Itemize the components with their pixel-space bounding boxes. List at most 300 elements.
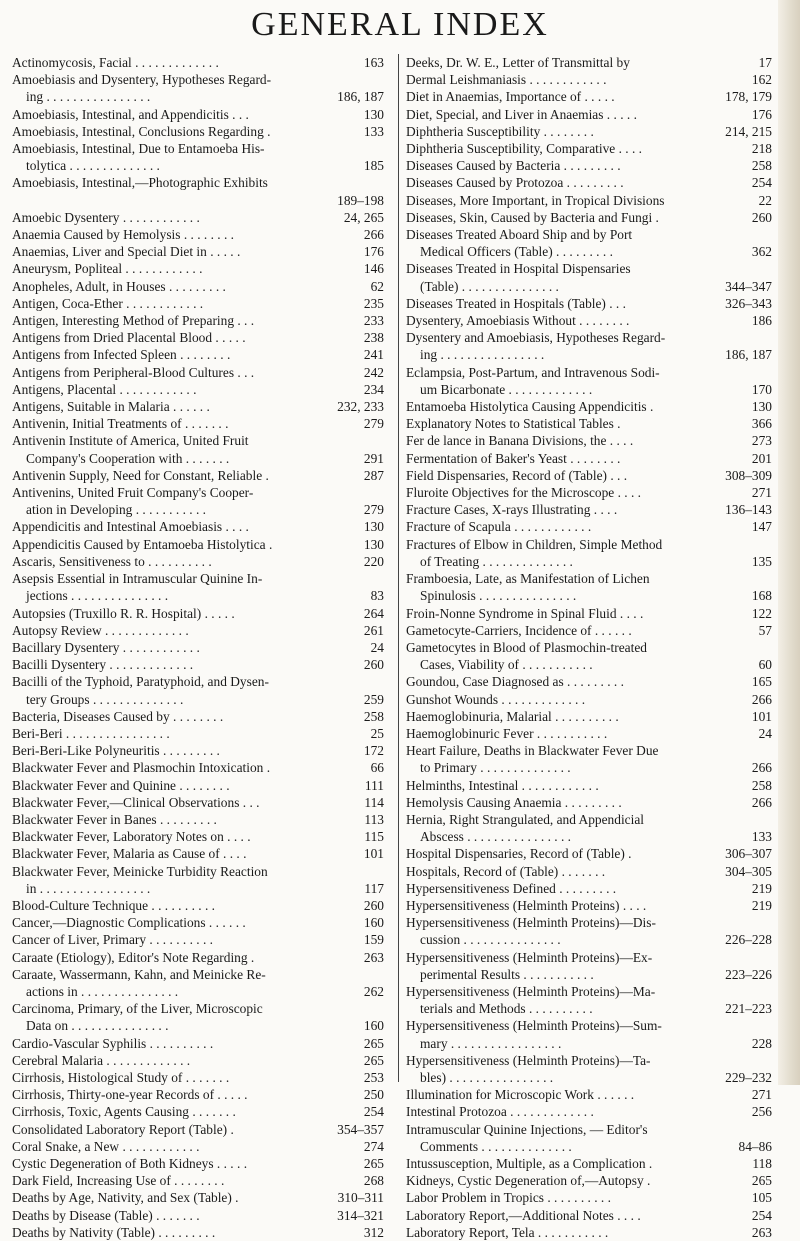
- index-entry: [406, 1069, 772, 1086]
- index-entry: [12, 260, 384, 277]
- entry-text: Hypersensitiveness (Helminth Proteins)—Ta-: [406, 1052, 651, 1068]
- page-number: 83: [367, 587, 384, 604]
- entry-text: Anaemias, Liver and Special Diet in . . . . .: [12, 244, 241, 260]
- entry-text: Gunshot Wounds . . . . . . . . . . . . .: [406, 691, 586, 707]
- entry-text: Fracture Cases, X-rays Illustrating . . . .: [406, 502, 618, 518]
- page-number: 304–305: [721, 863, 772, 880]
- index-entry: [12, 157, 384, 174]
- page-number: 265: [360, 1155, 384, 1172]
- entry-text: in . . . . . . . . . . . . . . . . .: [26, 880, 151, 896]
- page-number: 362: [748, 243, 772, 260]
- page-number: 264: [360, 605, 384, 622]
- entry-text: Hernia, Right Strangulated, and Appendicial: [406, 811, 644, 827]
- entry-text: Hypersensitiveness (Helminth Proteins)—Ex-: [406, 949, 653, 965]
- index-entry: [12, 949, 384, 966]
- page-number: 214, 215: [721, 123, 772, 140]
- entry-text: Diet, Special, and Liver in Anaemias . . . . .: [406, 106, 637, 122]
- index-entry: [12, 123, 384, 140]
- index-entry: [406, 553, 772, 570]
- index-entry: [12, 381, 384, 398]
- entry-text: Dysentery and Amoebiasis, Hypotheses Regard-: [406, 330, 666, 346]
- index-entry: [406, 708, 772, 725]
- page-number: 260: [360, 656, 384, 673]
- index-entry: [12, 1086, 384, 1103]
- index-entry: [12, 553, 384, 570]
- index-entry: [406, 381, 772, 398]
- entry-text: Dermal Leishmaniasis . . . . . . . . . . . .: [406, 72, 607, 88]
- page-number: 113: [360, 811, 384, 828]
- index-entry: [406, 691, 772, 708]
- entry-text: Amoebiasis and Dysentery, Hypotheses Regard-: [12, 72, 272, 88]
- page-number: 266: [748, 691, 772, 708]
- page-number: 160: [360, 914, 384, 931]
- index-entry: [12, 570, 384, 587]
- entry-text: Deaths by Disease (Table) . . . . . . .: [12, 1207, 200, 1223]
- entry-text: Caraate, Wassermann, Kahn, and Meinicke Re-: [12, 966, 266, 982]
- page-number: 22: [755, 192, 772, 209]
- index-entry: [406, 484, 772, 501]
- index-entry: [12, 673, 384, 690]
- index-entry: [406, 1000, 772, 1017]
- index-entry: [406, 209, 772, 226]
- index-entry: [12, 656, 384, 673]
- index-entry: [406, 759, 772, 776]
- entry-text: tolytica . . . . . . . . . . . . . .: [26, 158, 160, 174]
- entry-text: Froin-Nonne Syndrome in Spinal Fluid . . . .: [406, 605, 644, 621]
- entry-text: Aneurysm, Popliteal . . . . . . . . . . . .: [12, 261, 203, 277]
- page-number: 17: [755, 54, 772, 71]
- index-entry: [406, 432, 772, 449]
- page-number: 160: [360, 1017, 384, 1034]
- index-entry: [406, 1207, 772, 1224]
- entry-text: Caraate (Etiology), Editor's Note Regarding .: [12, 949, 255, 965]
- page-number: 314–321: [333, 1207, 384, 1224]
- page-number: 312: [360, 1224, 384, 1241]
- index-entry: [406, 605, 772, 622]
- page-number: 57: [755, 622, 772, 639]
- index-entry: [12, 1224, 384, 1241]
- entry-text: Blackwater Fever and Plasmochin Intoxication .: [12, 760, 271, 776]
- index-entry: [406, 467, 772, 484]
- page-number: 219: [748, 897, 772, 914]
- index-entry: [406, 398, 772, 415]
- page-number: 186, 187: [333, 88, 384, 105]
- index-entry: [12, 742, 384, 759]
- entry-text: Dysentery, Amoebiasis Without . . . . . . . .: [406, 313, 630, 329]
- index-entry: [406, 88, 772, 105]
- index-entry: [12, 450, 384, 467]
- entry-text: Deaths by Nativity (Table) . . . . . . . . .: [12, 1224, 216, 1240]
- entry-text: Fracture of Scapula . . . . . . . . . . . .: [406, 519, 592, 535]
- entry-text: Gametocytes in Blood of Plasmochin-treated: [406, 639, 647, 655]
- entry-text: Amoebiasis, Intestinal, and Appendicitis . . .: [12, 106, 249, 122]
- page-number: 254: [748, 174, 772, 191]
- entry-text: cussion . . . . . . . . . . . . . . .: [420, 932, 561, 948]
- entry-text: Haemoglobinuric Fever . . . . . . . . . . .: [406, 725, 608, 741]
- page-number: 170: [748, 381, 772, 398]
- index-entry: [406, 346, 772, 363]
- page-heading: GENERAL INDEX: [251, 6, 549, 43]
- index-entry: [406, 123, 772, 140]
- entry-text: Fractures of Elbow in Children, Simple Method: [406, 536, 663, 552]
- page-number: 229–232: [721, 1069, 772, 1086]
- entry-text: Diseases Caused by Bacteria . . . . . . . . .: [406, 158, 621, 174]
- page-number: 115: [360, 828, 384, 845]
- index-entry: [12, 295, 384, 312]
- index-column-left: [12, 54, 384, 1241]
- index-entry: [406, 1086, 772, 1103]
- entry-text: Carcinoma, Primary, of the Liver, Microscopic: [12, 1001, 263, 1017]
- page-number: 344–347: [721, 278, 772, 295]
- page-number: 147: [748, 518, 772, 535]
- entry-text: Diseases Treated in Hospitals (Table) . . .: [406, 295, 626, 311]
- index-entry: [12, 140, 384, 157]
- page-number: 265: [360, 1052, 384, 1069]
- entry-text: Antigens from Dried Placental Blood . . . . .: [12, 330, 246, 346]
- entry-text: Amoebiasis, Intestinal, Due to Entamoeba His-: [12, 141, 265, 157]
- entry-text: Spinulosis . . . . . . . . . . . . . . .: [420, 588, 577, 604]
- index-entry: [12, 329, 384, 346]
- index-entry: [406, 295, 772, 312]
- page-number: 186, 187: [721, 346, 772, 363]
- index-entry: [12, 364, 384, 381]
- entry-text: Illumination for Microscopic Work . . . . . .: [406, 1087, 635, 1103]
- entry-text: Hospital Dispensaries, Record of (Table) .: [406, 846, 632, 862]
- page-number: 263: [360, 949, 384, 966]
- page-number: 172: [360, 742, 384, 759]
- page-number: 253: [360, 1069, 384, 1086]
- page-number: 24, 265: [340, 209, 384, 226]
- page-number: 66: [367, 759, 384, 776]
- entry-text: Gametocyte-Carriers, Incidence of . . . . . .: [406, 622, 632, 638]
- index-entry: [406, 1172, 772, 1189]
- page-number: 266: [360, 226, 384, 243]
- index-entry: [12, 415, 384, 432]
- entry-text: Labor Problem in Tropics . . . . . . . . . .: [406, 1190, 611, 1206]
- index-entry: [12, 639, 384, 656]
- entry-text: Cirrhosis, Histological Study of . . . . . . .: [12, 1069, 230, 1085]
- index-entry: [12, 880, 384, 897]
- page-number: 130: [360, 106, 384, 123]
- entry-text: Blackwater Fever, Laboratory Notes on . . . .: [12, 829, 251, 845]
- page-number: 130: [748, 398, 772, 415]
- entry-text: Blackwater Fever,—Clinical Observations . . .: [12, 794, 260, 810]
- index-entry: [12, 794, 384, 811]
- index-entry: [12, 346, 384, 363]
- index-entry: [406, 243, 772, 260]
- page-number: 186: [748, 312, 772, 329]
- index-entry: [12, 1017, 384, 1034]
- entry-text: Beri-Beri . . . . . . . . . . . . . . . .: [12, 725, 170, 741]
- page-number: 306–307: [721, 845, 772, 862]
- entry-text: Consolidated Laboratory Report (Table) .: [12, 1121, 234, 1137]
- entry-text: Field Dispensaries, Record of (Table) . . .: [406, 467, 628, 483]
- index-entry: [12, 1103, 384, 1120]
- entry-text: Hypersensitiveness (Helminth Proteins)—Sum-: [406, 1018, 662, 1034]
- entry-text: Autopsies (Truxillo R. R. Hospital) . . . . .: [12, 605, 235, 621]
- page-number: 242: [360, 364, 384, 381]
- page-number: 233: [360, 312, 384, 329]
- entry-text: terials and Methods . . . . . . . . . .: [420, 1001, 593, 1017]
- index-entry: [406, 278, 772, 295]
- index-entry: [406, 794, 772, 811]
- entry-text: mary . . . . . . . . . . . . . . . . .: [420, 1035, 562, 1051]
- entry-text: Cancer of Liver, Primary . . . . . . . . . .: [12, 932, 214, 948]
- index-entry: [12, 71, 384, 88]
- index-entry: [12, 1121, 384, 1138]
- entry-text: Beri-Beri-Like Polyneuritis . . . . . . . . .: [12, 743, 220, 759]
- page-number: 266: [748, 794, 772, 811]
- index-entry: [12, 467, 384, 484]
- page-number: 310–311: [334, 1189, 384, 1206]
- entry-text: Laboratory Report, Tela . . . . . . . . . . .: [406, 1224, 609, 1240]
- index-entry: [12, 226, 384, 243]
- entry-text: Actinomycosis, Facial . . . . . . . . . . . . .: [12, 55, 219, 70]
- index-entry: [12, 174, 384, 191]
- entry-text: Diseases Caused by Protozoa . . . . . . . . .: [406, 175, 624, 191]
- page-number: 262: [360, 983, 384, 1000]
- index-entry: [406, 587, 772, 604]
- entry-text: Antivenin Supply, Need for Constant, Reliable .: [12, 467, 269, 483]
- entry-text: Appendicitis Caused by Entamoeba Histolytica .: [12, 536, 273, 552]
- page-number: 60: [755, 656, 772, 673]
- index-entry: [406, 71, 772, 88]
- entry-text: Entamoeba Histolytica Causing Appendicitis .: [406, 399, 654, 415]
- index-entry: [406, 880, 772, 897]
- index-entry: [12, 1189, 384, 1206]
- page-number: 162: [748, 71, 772, 88]
- entry-text: Hospitals, Record of (Table) . . . . . . .: [406, 863, 606, 879]
- index-entry: [12, 1207, 384, 1224]
- page-number: 130: [360, 518, 384, 535]
- index-entry: [12, 708, 384, 725]
- index-entry: [12, 828, 384, 845]
- page-number: 220: [360, 553, 384, 570]
- index-entry: [406, 1052, 772, 1069]
- index-entry: [406, 501, 772, 518]
- entry-text: Intramuscular Quinine Injections, — Editor's: [406, 1121, 648, 1137]
- page-number: 260: [360, 897, 384, 914]
- index-entry: [406, 966, 772, 983]
- entry-text: Blackwater Fever, Malaria as Cause of . . . .: [12, 846, 247, 862]
- page-number: 263: [748, 1224, 772, 1241]
- entry-text: Company's Cooperation with . . . . . . .: [26, 450, 230, 466]
- index-entry: [12, 518, 384, 535]
- page-number: 291: [360, 450, 384, 467]
- index-entry: [12, 432, 384, 449]
- entry-text: ing . . . . . . . . . . . . . . . .: [26, 89, 151, 105]
- entry-text: Diphtheria Susceptibility, Comparative . . . .: [406, 141, 643, 157]
- page-number: 101: [748, 708, 772, 725]
- entry-text: Blackwater Fever and Quinine . . . . . . . .: [12, 777, 230, 793]
- index-entry: [12, 587, 384, 604]
- page-number: 234: [360, 381, 384, 398]
- page-number: 279: [360, 415, 384, 432]
- entry-text: ing . . . . . . . . . . . . . . . .: [420, 347, 545, 363]
- page-number: 250: [360, 1086, 384, 1103]
- entry-text: Amoebiasis, Intestinal,—Photographic Exhibits: [12, 175, 268, 191]
- entry-text: Antivenin Institute of America, United Fruit: [12, 433, 249, 449]
- index-entry: [12, 536, 384, 553]
- page-number: 326–343: [721, 295, 772, 312]
- index-entry: [406, 811, 772, 828]
- index-entry: [406, 226, 772, 243]
- page-number: 24: [367, 639, 384, 656]
- index-entry: [406, 312, 772, 329]
- page-number: 84–86: [735, 1138, 772, 1155]
- entry-text: Antigens, Placental . . . . . . . . . . . .: [12, 381, 197, 397]
- index-entry: [406, 192, 772, 209]
- entry-text: to Primary . . . . . . . . . . . . . .: [420, 760, 571, 776]
- index-entry: [12, 278, 384, 295]
- page-number: 130: [360, 536, 384, 553]
- page-number: 235: [360, 295, 384, 312]
- index-entry: [406, 622, 772, 639]
- entry-text: ation in Developing . . . . . . . . . . .: [26, 502, 207, 518]
- page-number: 260: [748, 209, 772, 226]
- page-number: 133: [360, 123, 384, 140]
- page-number: 354–357: [333, 1121, 384, 1138]
- entry-text: Bacilli Dysentery . . . . . . . . . . . . .: [12, 657, 194, 673]
- page-number: 254: [360, 1103, 384, 1120]
- page-number: 185: [360, 157, 384, 174]
- page-number: 176: [748, 106, 772, 123]
- entry-text: Comments . . . . . . . . . . . . . .: [420, 1138, 572, 1154]
- entry-text: Coral Snake, a New . . . . . . . . . . . .: [12, 1138, 200, 1154]
- page-number: 308–309: [721, 467, 772, 484]
- index-entry: [12, 1172, 384, 1189]
- page-number: 62: [367, 278, 384, 295]
- page-number: 271: [748, 484, 772, 501]
- entry-text: Framboesia, Late, as Manifestation of Lichen: [406, 571, 650, 587]
- entry-text: Laboratory Report,—Additional Notes . . . .: [406, 1207, 641, 1223]
- index-entry: [406, 157, 772, 174]
- page-number: 118: [748, 1155, 772, 1172]
- index-entry: [12, 484, 384, 501]
- entry-text: Cirrhosis, Thirty-one-year Records of . . . . .: [12, 1087, 248, 1103]
- index-entry: [406, 1155, 772, 1172]
- entry-text: Anopheles, Adult, in Houses . . . . . . . . .: [12, 278, 226, 294]
- entry-text: Antigens from Infected Spleen . . . . . . . .: [12, 347, 231, 363]
- index-entry: [406, 570, 772, 587]
- entry-text: Cardio-Vascular Syphilis . . . . . . . . . .: [12, 1035, 214, 1051]
- entry-text: Blackwater Fever in Banes . . . . . . . . .: [12, 811, 217, 827]
- page-number: 258: [748, 157, 772, 174]
- page-number: 238: [360, 329, 384, 346]
- page-number: 178, 179: [721, 88, 772, 105]
- index-entry: [12, 312, 384, 329]
- entry-text: Hypersensitiveness (Helminth Proteins)—Ma-: [406, 983, 656, 999]
- page-number: 271: [748, 1086, 772, 1103]
- entry-text: Antigens from Peripheral-Blood Cultures . . .: [12, 364, 255, 380]
- entry-text: Bacilli of the Typhoid, Paratyphoid, and Dysen-: [12, 674, 269, 690]
- index-entry: [406, 656, 772, 673]
- page-number: 117: [360, 880, 384, 897]
- index-entry: [406, 106, 772, 123]
- entry-text: Antigen, Interesting Method of Preparing . . .: [12, 313, 255, 329]
- entry-text: Asepsis Essential in Intramuscular Quinine In-: [12, 571, 263, 587]
- page-number: 25: [367, 725, 384, 742]
- entry-text: Eclampsia, Post-Partum, and Intravenous Sodi-: [406, 364, 660, 380]
- index-entry: [406, 1103, 772, 1120]
- index-entry: [406, 828, 772, 845]
- entry-text: Helminths, Intestinal . . . . . . . . . . . .: [406, 777, 599, 793]
- page-number: 168: [748, 587, 772, 604]
- index-entry: [12, 605, 384, 622]
- page-number: 219: [748, 880, 772, 897]
- index-entry: [406, 1035, 772, 1052]
- index-entry: [12, 1069, 384, 1086]
- index-entry: [12, 88, 384, 105]
- index-entry: [12, 54, 384, 71]
- entry-text: Explanatory Notes to Statistical Tables .: [406, 416, 621, 432]
- entry-text: Fluroite Objectives for the Microscope . . . .: [406, 485, 642, 501]
- index-entry: [406, 518, 772, 535]
- entry-text: Blood-Culture Technique . . . . . . . . . .: [12, 897, 215, 913]
- index-entry: [12, 1138, 384, 1155]
- page-number: 265: [748, 1172, 772, 1189]
- index-entry: [12, 1035, 384, 1052]
- page-number: 232, 233: [333, 398, 384, 415]
- entry-text: Hemolysis Causing Anaemia . . . . . . . . .: [406, 794, 622, 810]
- index-entry: [406, 845, 772, 862]
- page-number: 223–226: [721, 966, 772, 983]
- index-entry: [12, 759, 384, 776]
- entry-text: Cirrhosis, Toxic, Agents Causing . . . . . . .: [12, 1104, 236, 1120]
- entry-text: um Bicarbonate . . . . . . . . . . . . .: [420, 381, 593, 397]
- entry-text: Blackwater Fever, Meinicke Turbidity Reaction: [12, 863, 268, 879]
- entry-text: Cerebral Malaria . . . . . . . . . . . . .: [12, 1052, 191, 1068]
- index-entry: [12, 398, 384, 415]
- entry-text: bles) . . . . . . . . . . . . . . . .: [420, 1069, 554, 1085]
- entry-text: Intussusception, Multiple, as a Complication .: [406, 1156, 653, 1171]
- page-number: 176: [360, 243, 384, 260]
- index-entry: [406, 174, 772, 191]
- page-number: 258: [360, 708, 384, 725]
- page-number: 274: [360, 1138, 384, 1155]
- index-entry: [12, 192, 384, 209]
- index-entry: [406, 536, 772, 553]
- page-number: 279: [360, 501, 384, 518]
- page-number: 218: [748, 140, 772, 157]
- entry-text: Hypersensitiveness (Helminth Proteins) . . . .: [406, 897, 647, 913]
- page-number: 114: [360, 794, 384, 811]
- entry-text: Cases, Viability of . . . . . . . . . . .: [420, 657, 593, 673]
- index-entry: [406, 725, 772, 742]
- index-entry: [406, 931, 772, 948]
- page-number: 254: [748, 1207, 772, 1224]
- entry-text: Diseases Treated in Hospital Dispensaries: [406, 261, 631, 277]
- entry-text: Antigens, Suitable in Malaria . . . . . .: [12, 399, 210, 415]
- entry-text: Diseases, Skin, Caused by Bacteria and Fungi .: [406, 209, 659, 225]
- entry-text: Ascaris, Sensitiveness to . . . . . . . . . .: [12, 553, 212, 569]
- index-entry: [12, 1000, 384, 1017]
- entry-text: Cancer,—Diagnostic Complications . . . . . .: [12, 915, 246, 931]
- page-number: 165: [748, 673, 772, 690]
- page-number: 226–228: [721, 931, 772, 948]
- entry-text: Diphtheria Susceptibility . . . . . . . .: [406, 123, 594, 139]
- index-entry: [406, 949, 772, 966]
- index-entry: [406, 863, 772, 880]
- entry-text: Bacillary Dysentery . . . . . . . . . . . .: [12, 639, 200, 655]
- entry-text: Deeks, Dr. W. E., Letter of Transmittal by: [406, 55, 630, 70]
- entry-text: Amoebiasis, Intestinal, Conclusions Regarding .: [12, 123, 271, 139]
- index-entry: [12, 243, 384, 260]
- index-entry: [406, 329, 772, 346]
- index-entry: [12, 914, 384, 931]
- entry-text: jections . . . . . . . . . . . . . . .: [26, 588, 169, 604]
- page-number: 146: [360, 260, 384, 277]
